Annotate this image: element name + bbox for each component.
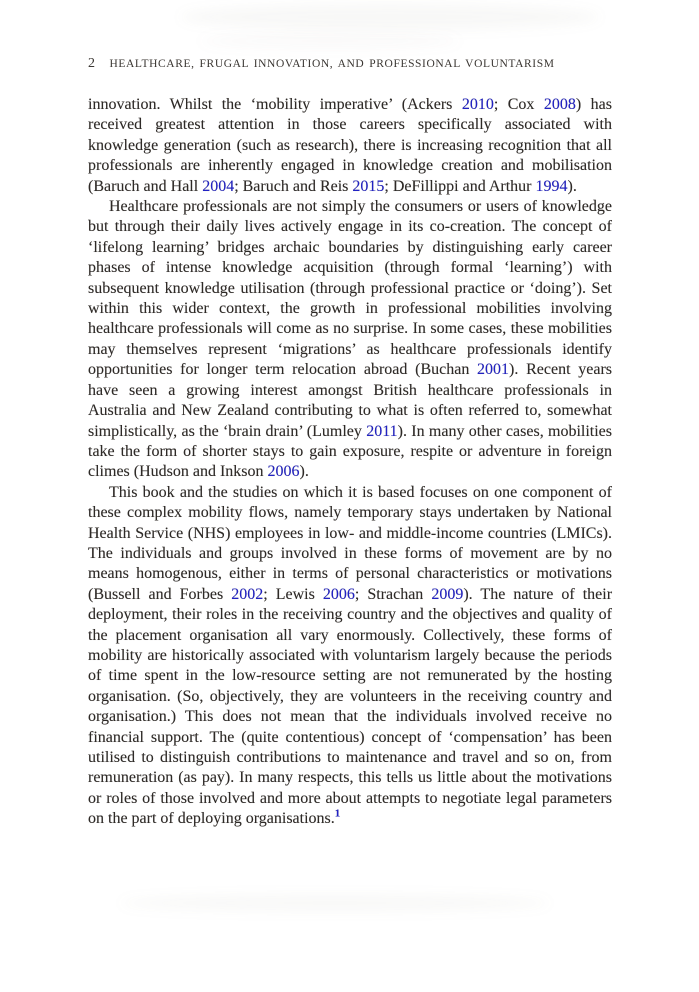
citation-year-link[interactable]: 2002	[231, 585, 264, 603]
scan-artifact	[180, 4, 600, 30]
scan-artifact	[200, 34, 460, 48]
citation-year-link[interactable]: 2004	[202, 177, 235, 195]
citation-year-link[interactable]: 1994	[535, 177, 568, 195]
scan-artifact	[120, 895, 550, 911]
running-header	[88, 56, 612, 72]
paragraph: This book and the studies on which it is based focuses on one component of these complex mobility flows, namely temporary stays undertaken by National Health Service (NHS) employees in low- and middle-income countries (LMICs). The individuals and groups involved in these forms of movement are by no means homogenous, either in terms of personal characteristics or motivations (Bussell and Forbes 2002; Lewis 2006; Strachan 2009). The nature of their deployment, their roles in the receiving country and the objectives and quality of the placement organisation all vary enormously. Collectively, these forms of mobility are historically associated with voluntarism largely because the periods of time spent in the low-resource setting are not remunerated by the hosting organisation. (So, objectively, they are volunteers in the receiving country and organisation.) This does not mean that the individuals involved receive no financial support. The (quite contentious) concept of ‘compensation’ has been utilised to distinguish contributions to maintenance and travel and so on, from remuneration (as pay). In many respects, this tells us little about the motivations or roles of those involved and more about attempts to negotiate legal parameters on the part of deploying organisations.$^1$	[88, 483, 613, 828]
citation-year-link[interactable]: 2001	[477, 361, 510, 379]
page-body	[88, 95, 612, 830]
citation-year-link[interactable]: 2008	[543, 96, 576, 113]
citation-year-link[interactable]: 2009	[431, 585, 464, 603]
paragraph: innovation. Whilst the ‘mobility imperative’ (Ackers 2010; Cox 2008) has received greatest attention in those careers specifically associated with knowledge generation (such as research), there is increasing recognition that all professionals are inherently engaged in knowledge creation and mobilisation (Baruch and Hall 2004; Baruch and Reis 2015; DeFillippi and Arthur 1994).	[88, 96, 613, 195]
citation-year-link[interactable]: 2015	[352, 177, 385, 195]
footnote-ref-link[interactable]: 1	[334, 807, 341, 820]
running-head-title: HEALTHCARE, FRUGAL INNOVATION, AND PROFESSIONAL VOLUNTARISM	[109, 58, 555, 70]
footnote-marker	[335, 808, 341, 820]
paragraph: Healthcare professionals are not simply the consumers or users of knowledge but through their daily lives actively engage in its co-creation. The concept of ‘lifelong learning’ bridges archaic boundaries by distinguishing early career phases of intense knowledge acquisition (through formal ‘learning’) with subsequent knowledge utilisation (through professional practice or ‘doing’). Set within this wider context, the growth in professional mobilities involving healthcare professionals will come as no surprise. In some cases, these mobilities may themselves represent ‘migrations’ as healthcare professionals identify opportunities for longer term relocation abroad (Buchan 2001). Recent years have seen a growing interest amongst British healthcare professionals in Australia and New Zealand contributing to what is often referred to, somewhat simplistically, as the ‘brain drain’ (Lumley 2011). In many other cases, mobilities take the form of shorter stays to gain exposure, respite or adventure in foreign climes (Hudson and Inkson 2006).	[88, 198, 612, 481]
citation-year-link[interactable]: 2006	[267, 463, 300, 481]
citation-year-link[interactable]: 2006	[322, 585, 355, 603]
citation-year-link[interactable]: 2010	[461, 96, 494, 113]
citation-year-link[interactable]: 2011	[366, 422, 398, 440]
page-number: 2	[88, 56, 96, 71]
